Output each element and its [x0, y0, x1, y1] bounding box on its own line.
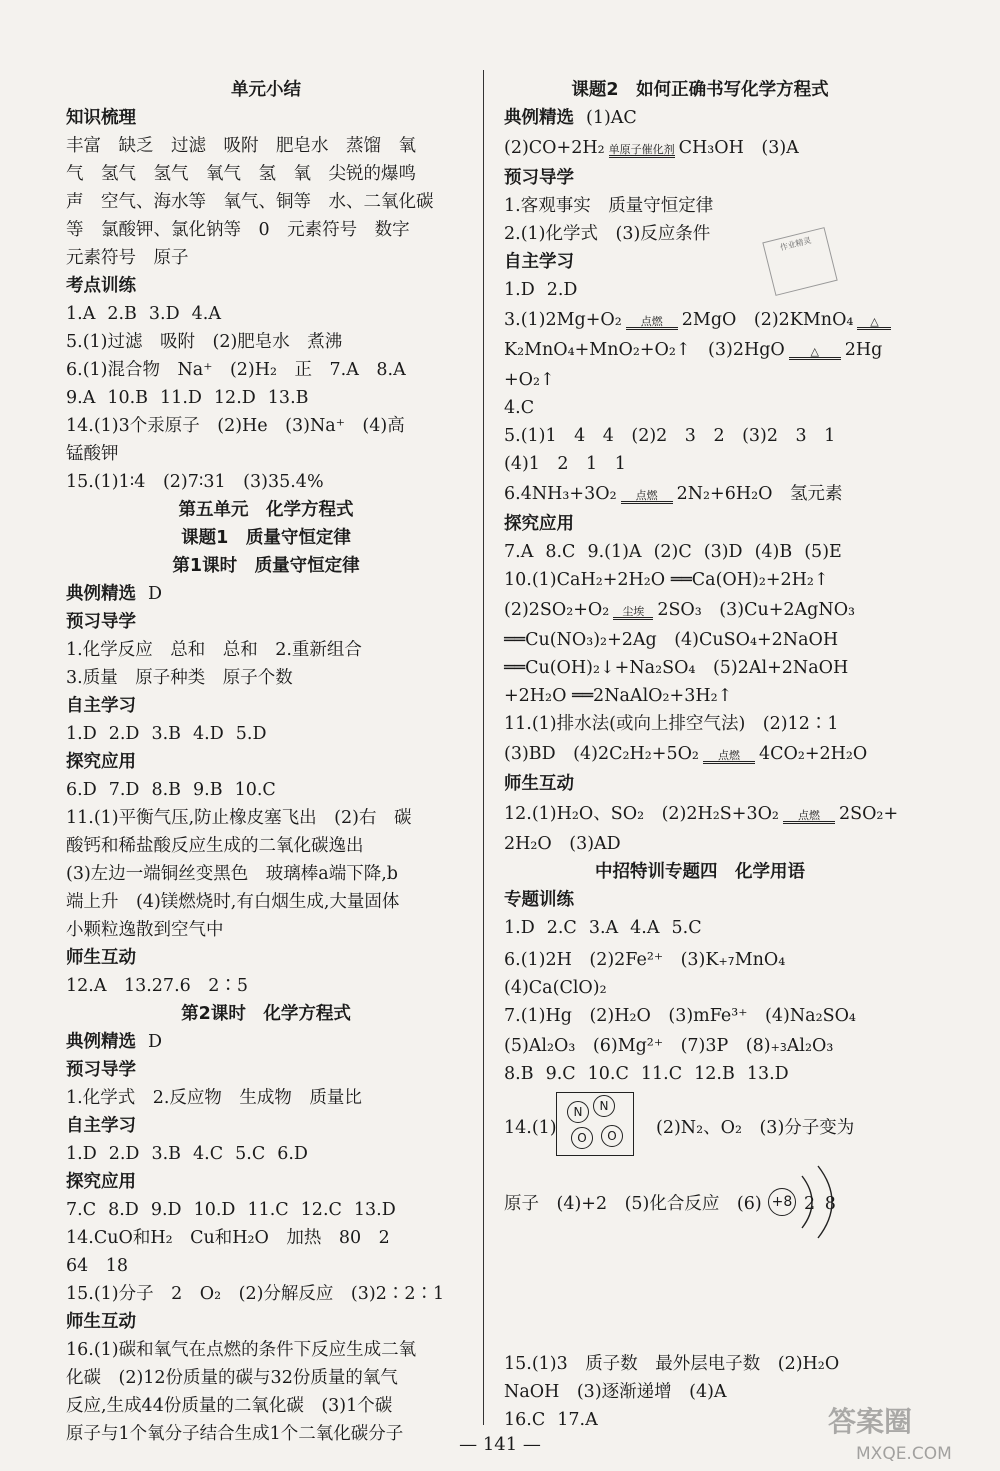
molecule-diagram — [556, 1092, 634, 1156]
answer: 9.B — [193, 780, 223, 800]
valence-mark: +3 — [770, 1041, 787, 1054]
reaction-condition: 点燃 — [783, 810, 835, 830]
answer: 2.D — [108, 1144, 140, 1164]
answer: 2.D — [108, 724, 140, 744]
reaction-condition: △ — [789, 346, 841, 366]
answer-line: (3)左边一端铜丝变黑色 玻璃棒a端下降,b — [66, 864, 398, 884]
equation-line — [504, 136, 799, 164]
answer-line: 11.(1)平衡气压,防止橡皮塞飞出 (2)右 碳 — [66, 808, 412, 828]
heading: 专题训练 — [504, 890, 574, 910]
answer: 11.D — [160, 388, 202, 408]
section-title: 单元小结 — [231, 80, 301, 100]
answer-row — [504, 916, 702, 940]
answer: (2)C — [653, 542, 692, 562]
answer-line: 2H₂O (3)AD — [504, 834, 621, 854]
stamp-logo: 作业精灵 — [762, 227, 837, 296]
answer: 3.D — [148, 304, 180, 324]
special-topic-title: 中招特训专题四 化学用语 — [595, 862, 805, 882]
answer: 17.A — [557, 1410, 598, 1430]
reaction-condition: 单原子催化剂 — [608, 143, 675, 156]
answer: 9.C — [545, 1064, 576, 1084]
atomic-nucleus-icon: +8 — [768, 1188, 796, 1216]
answer: D — [148, 1032, 163, 1052]
oxygen-atom-icon: O — [601, 1125, 623, 1147]
answer-line: 原子与1个氧分子结合生成1个二氧化碳分子 — [66, 1424, 404, 1444]
answer: 11.C — [247, 1200, 289, 1220]
nitrogen-atom-icon: N — [567, 1101, 589, 1123]
answer: 3.A — [588, 918, 619, 938]
answer: 13.B — [267, 388, 309, 408]
answer-line: 1.化学反应 总和 总和 2.重新组合 — [66, 640, 362, 660]
answer-line: 气 氢气 氢气 氧气 氢 氧 尖锐的爆鸣 — [66, 164, 416, 184]
answer: 12.D — [213, 388, 256, 408]
answer-row — [66, 1198, 396, 1222]
answer-line: 6.(1)混合物 Na⁺ (2)H₂ 正 7.A 8.A — [66, 360, 406, 380]
answer: 1.D — [66, 724, 97, 744]
answer: 9.(1)A — [587, 542, 642, 562]
answer: (3)D — [703, 542, 743, 562]
answer: 3.B — [151, 724, 182, 744]
answer: 1.A — [66, 304, 96, 324]
heading: 师生互动 — [66, 1312, 136, 1332]
answer: (1)AC — [586, 108, 637, 128]
answer-text: MnO₄ — [734, 950, 786, 970]
lesson-title: 课题2 如何正确书写化学方程式 — [571, 80, 829, 100]
period-title: 第1课时 质量守恒定律 — [172, 556, 360, 576]
answer: 10.C — [234, 780, 276, 800]
answer: 2.C — [546, 918, 577, 938]
watermark-url: MXQE.COM — [856, 1444, 952, 1464]
answer-line: 12.A 13.27.6 2∶5 — [66, 976, 249, 996]
heading: 预习导学 — [66, 1060, 136, 1080]
equation-products: 2SO₃ (3)Cu+2AgNO₃ — [657, 600, 856, 620]
answer-row — [66, 722, 267, 746]
answer: 4.C — [193, 1144, 224, 1164]
answer: 13.D — [746, 1064, 789, 1084]
answer-line: (4)Ca(ClO)₂ — [504, 978, 607, 998]
answer-line — [504, 948, 785, 972]
answer-row — [504, 106, 637, 130]
answer-line — [504, 1034, 833, 1058]
equation-products: 2SO₂+ — [838, 804, 899, 824]
heading: 自主学习 — [66, 1116, 136, 1136]
answer-line: 5.(1)1 4 4 (2)2 3 2 (3)2 3 1 — [504, 426, 836, 446]
answer: 8.B — [151, 780, 182, 800]
answer: 4.A — [191, 304, 221, 324]
answer: 1.D — [504, 280, 535, 300]
equation-products: 2Hg — [844, 340, 883, 360]
heading: 师生互动 — [66, 948, 136, 968]
answer-line: 元素符号 原子 — [66, 248, 189, 268]
answer: 11.C — [640, 1064, 683, 1084]
nitrogen-atom-icon: N — [593, 1095, 615, 1117]
heading: 典例精选 — [504, 108, 574, 128]
answer-line: 声 空气、海水等 氧气、铜等 水、二氧化碳 — [66, 192, 434, 212]
answer-text: 6.(1)2H (2)2Fe²⁺ (3)K — [504, 950, 719, 970]
heading: 预习导学 — [504, 168, 574, 188]
answer: 10.D — [193, 1200, 236, 1220]
reaction-condition: 点燃 — [621, 490, 673, 510]
equation-line — [504, 308, 891, 336]
answer-line: 4.C — [504, 398, 535, 418]
equation-line — [504, 482, 842, 510]
equation-reactants: (2)2SO₂+O₂ — [504, 600, 610, 620]
answer: 2.B — [107, 304, 137, 324]
answer: D — [148, 584, 163, 604]
answer-line — [504, 1116, 557, 1140]
heading: 自主学习 — [66, 696, 136, 716]
reaction-condition: 点燃 — [626, 316, 678, 336]
answer: 16.C — [504, 1410, 546, 1430]
answer: 5.C — [671, 918, 702, 938]
answer: 6.D — [277, 1144, 308, 1164]
answer: 10.B — [107, 388, 149, 408]
equation-reactants: 6.4NH₃+3O₂ — [504, 484, 617, 504]
lesson-title: 课题1 质量守恒定律 — [181, 528, 351, 548]
equation-line — [504, 598, 855, 626]
answer-line: 端上升 (4)镁燃烧时,有白烟生成,大量固体 — [66, 892, 400, 912]
answer-row — [66, 582, 162, 606]
equation-reactants: 3.(1)2Mg+O₂ — [504, 310, 622, 330]
answer-line: 丰富 缺乏 过滤 吸附 肥皂水 蒸馏 氧 — [66, 136, 416, 156]
answer-line: 2.(1)化学式 (3)反应条件 — [504, 224, 711, 244]
equation-products: CH₃OH (3)A — [678, 138, 799, 158]
answer: 8.C — [545, 542, 576, 562]
answer-line: (4)1 2 1 1 — [504, 454, 626, 474]
reaction-condition: 点燃 — [703, 750, 755, 770]
heading: 典例精选 — [66, 1032, 136, 1052]
answer: 9.D — [150, 1200, 182, 1220]
answer: 13.D — [353, 1200, 396, 1220]
answer-line: 1.客观事实 质量守恒定律 — [504, 196, 714, 216]
answer: 4.D — [193, 724, 224, 744]
answer: 7.A — [504, 542, 534, 562]
electron-count: 2 8 — [804, 1194, 838, 1214]
column-divider — [483, 70, 484, 1425]
answer-line: 14.CuO和H₂ Cu和H₂O 加热 80 2 — [66, 1228, 390, 1248]
answer: 4.A — [630, 918, 660, 938]
equation-line — [504, 802, 898, 830]
answer-line: 64 18 — [66, 1256, 129, 1276]
answer-row — [504, 1062, 789, 1086]
answer-line: +2H₂O ══2NaAlO₂+3H₂↑ — [504, 686, 733, 706]
answer: 6.D — [66, 780, 97, 800]
answer: 1.D — [66, 1144, 97, 1164]
equation-reactants: K₂MnO₄+MnO₂+O₂↑ (3)2HgO — [504, 340, 785, 360]
answer-line: 10.(1)CaH₂+2H₂O ══Ca(OH)₂+2H₂↑ — [504, 570, 829, 590]
answer-line: ══Cu(OH)₂↓+Na₂SO₄ (5)2Al+2NaOH — [504, 658, 849, 678]
answer-text: Al₂O₃ — [786, 1036, 834, 1056]
answer-row — [504, 278, 577, 302]
answer-line: 化碳 (2)12份质量的碳与32份质量的氧气 — [66, 1368, 398, 1388]
answer-line: +O₂↑ — [504, 370, 555, 390]
answer-line: 酸钙和稀盐酸反应生成的二氧化碳逸出 — [66, 836, 364, 856]
answer-line: 反应,生成44份质量的二氧化碳 (3)1个碳 — [66, 1396, 393, 1416]
equation-reactants: 12.(1)H₂O、SO₂ (2)2H₂S+3O₂ — [504, 804, 779, 824]
unit-title: 第五单元 化学方程式 — [178, 500, 354, 520]
valence-mark: +7 — [718, 955, 735, 968]
answer-line: 14.(1)3个汞原子 (2)He (3)Na⁺ (4)高 — [66, 416, 405, 436]
answer: 8.B — [504, 1064, 534, 1084]
answer: 9.A — [66, 388, 96, 408]
watermark-logo: 答案圈 — [828, 1405, 913, 1438]
heading: 探究应用 — [504, 514, 574, 534]
period-title: 第2课时 化学方程式 — [181, 1004, 351, 1024]
answer-line: 5.(1)过滤 吸附 (2)肥皂水 煮沸 — [66, 332, 343, 352]
answer-line: 1.化学式 2.反应物 生成物 质量比 — [66, 1088, 362, 1108]
heading: 典例精选 — [66, 584, 136, 604]
answer: 10.C — [587, 1064, 629, 1084]
answer-line: 3.质量 原子种类 原子个数 — [66, 668, 293, 688]
equation-products: 4CO₂+2H₂O — [758, 744, 868, 764]
equation-products: 2N₂+6H₂O 氢元素 — [676, 484, 843, 504]
answer: (4)B — [754, 542, 793, 562]
answer-line: 7.(1)Hg (2)H₂O (3)mFe³⁺ (4)Na₂SO₄ — [504, 1006, 856, 1026]
reaction-condition: 尘埃 — [613, 606, 653, 626]
answer-row — [66, 386, 309, 410]
answer: 7.C — [66, 1200, 97, 1220]
answer-line: NaOH (3)逐渐递增 (4)A — [504, 1382, 727, 1402]
equation-products: 2MgO (2)2KMnO₄ — [681, 310, 854, 330]
heading: 师生互动 — [504, 774, 574, 794]
answer: 5.C — [235, 1144, 266, 1164]
heading: 自主学习 — [504, 252, 574, 272]
heading: 探究应用 — [66, 1172, 136, 1192]
heading: 知识梳理 — [66, 108, 136, 128]
answer-row — [504, 540, 842, 564]
answer-row — [66, 1142, 308, 1166]
reaction-condition: △ — [857, 316, 891, 336]
answer: 3.B — [151, 1144, 182, 1164]
answer-line: 15.(1)3 质子数 最外层电子数 (2)H₂O — [504, 1354, 840, 1374]
answer-text: 14.(1) — [504, 1118, 557, 1138]
answer-text: (5)Al₂O₃ (6)Mg²⁺ (7)3P (8) — [504, 1036, 771, 1056]
answer-line: 原子 (4)+2 (5)化合反应 (6) — [504, 1194, 762, 1214]
answer: 12.C — [300, 1200, 342, 1220]
equation-reactants: (2)CO+2H₂ — [504, 138, 605, 158]
equation-line — [504, 742, 867, 770]
answer: 12.B — [694, 1064, 735, 1084]
answer-line: (2)N₂、O₂ (3)分子变为 — [656, 1118, 855, 1138]
page-number: — 141 — — [459, 1434, 541, 1455]
answer: 8.D — [108, 1200, 139, 1220]
answer: 7.D — [108, 780, 140, 800]
answer: 5.D — [235, 724, 267, 744]
answer-line: 15.(1)1∶4 (2)7∶31 (3)35.4% — [66, 472, 324, 492]
heading: 探究应用 — [66, 752, 136, 772]
answer-row — [504, 1408, 598, 1432]
answer: 2.D — [546, 280, 578, 300]
heading: 预习导学 — [66, 612, 136, 632]
equation-reactants: (3)BD (4)2C₂H₂+5O₂ — [504, 744, 699, 764]
oxygen-atom-icon: O — [571, 1127, 593, 1149]
answer: 1.D — [504, 918, 535, 938]
answer-line: 15.(1)分子 2 O₂ (2)分解反应 (3)2∶2∶1 — [66, 1284, 445, 1304]
answer-row — [66, 778, 276, 802]
answer-row — [66, 1030, 162, 1054]
answer-line: 11.(1)排水法(或向上排空气法) (2)12∶1 — [504, 714, 839, 734]
answer-line: 16.(1)碳和氧气在点燃的条件下反应生成二氧 — [66, 1340, 417, 1360]
answer-line: 小颗粒逸散到空气中 — [66, 920, 224, 940]
equation-line — [504, 338, 882, 366]
heading: 考点训练 — [66, 276, 136, 296]
answer-row — [66, 302, 221, 326]
answer: (5)E — [804, 542, 842, 562]
answer-line: ══Cu(NO₃)₂+2Ag (4)CuSO₄+2NaOH — [504, 630, 839, 650]
answer-line: 等 氯酸钾、氯化钠等 0 元素符号 数字 — [66, 220, 410, 240]
answer-line: 锰酸钾 — [66, 444, 119, 464]
